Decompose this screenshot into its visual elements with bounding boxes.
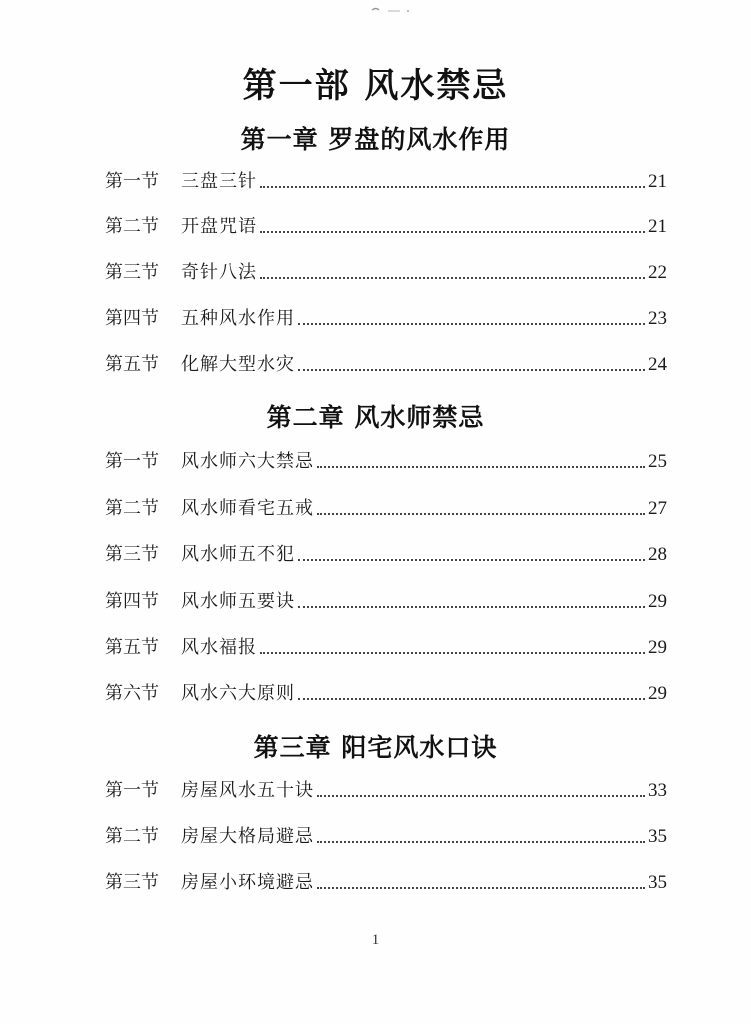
page-reference: 29 xyxy=(648,683,667,704)
section-name: 房屋风水五十诀 xyxy=(181,780,314,801)
section-number: 第三节 xyxy=(105,544,159,565)
page-reference: 21 xyxy=(648,216,667,237)
toc-entry[interactable] xyxy=(105,818,667,848)
section-number: 第六节 xyxy=(105,683,159,704)
page-reference: 24 xyxy=(648,354,667,375)
section-number: 第五节 xyxy=(105,354,159,375)
dot-leader xyxy=(298,606,645,608)
section-name: 房屋大格局避忌 xyxy=(181,826,314,847)
page-number: 1 xyxy=(371,932,380,948)
chapter-title: 第三章 阳宅风水口诀 xyxy=(253,733,498,762)
section-name: 风水师看宅五戒 xyxy=(181,498,314,519)
section-number: 第三节 xyxy=(105,872,159,893)
page-reference: 21 xyxy=(648,171,667,192)
page-reference: 29 xyxy=(648,591,667,612)
toc-entry[interactable] xyxy=(105,864,667,894)
dot-leader xyxy=(317,841,645,843)
dot-leader xyxy=(260,652,645,654)
page-reference: 33 xyxy=(648,780,667,801)
section-number: 第一节 xyxy=(105,451,159,472)
section-name: 五种风水作用 xyxy=(181,308,295,329)
section-number: 第一节 xyxy=(105,780,159,801)
toc-entry[interactable] xyxy=(105,675,667,705)
dot-leader xyxy=(317,466,645,468)
section-number: 第一节 xyxy=(105,171,159,192)
dot-leader xyxy=(260,186,645,188)
section-name: 奇针八法 xyxy=(181,262,257,283)
section-number: 第五节 xyxy=(105,637,159,658)
toc-entry[interactable] xyxy=(105,536,667,566)
page-reference: 29 xyxy=(648,637,667,658)
toc-entry[interactable] xyxy=(105,300,667,330)
dot-leader xyxy=(260,277,645,279)
section-number: 第四节 xyxy=(105,308,159,329)
section-number: 第四节 xyxy=(105,591,159,612)
toc-entry[interactable] xyxy=(105,629,667,659)
dot-leader xyxy=(317,795,645,797)
section-number: 第二节 xyxy=(105,498,159,519)
toc-entry[interactable] xyxy=(105,208,667,238)
toc-entry[interactable] xyxy=(105,254,667,284)
toc-entry[interactable] xyxy=(105,583,667,613)
section-name: 开盘咒语 xyxy=(181,216,257,237)
dot-leader xyxy=(317,887,645,889)
toc-entry[interactable] xyxy=(105,346,667,376)
toc-entry[interactable] xyxy=(105,443,667,473)
chapter-title: 第二章 风水师禁忌 xyxy=(266,403,485,432)
page-reference: 35 xyxy=(648,826,667,847)
page-reference: 27 xyxy=(648,498,667,519)
section-number: 第三节 xyxy=(105,262,159,283)
chapter-title: 第一章 罗盘的风水作用 xyxy=(240,125,511,154)
section-name: 风水师六大禁忌 xyxy=(181,451,314,472)
section-name: 风水师五不犯 xyxy=(181,544,295,565)
dot-leader xyxy=(298,323,645,325)
page-reference: 22 xyxy=(648,262,667,283)
toc-entry[interactable] xyxy=(105,163,667,193)
section-name: 风水六大原则 xyxy=(181,683,295,704)
section-name: 化解大型水灾 xyxy=(181,354,295,375)
section-name: 房屋小环境避忌 xyxy=(181,872,314,893)
dot-leader xyxy=(260,231,645,233)
scan-speck xyxy=(370,6,418,14)
section-name: 风水师五要诀 xyxy=(181,591,295,612)
page-reference: 35 xyxy=(648,872,667,893)
section-number: 第二节 xyxy=(105,826,159,847)
section-number: 第二节 xyxy=(105,216,159,237)
dot-leader xyxy=(317,513,645,515)
section-name: 风水福报 xyxy=(181,637,257,658)
page-reference: 28 xyxy=(648,544,667,565)
page-reference: 25 xyxy=(648,451,667,472)
dot-leader xyxy=(298,698,645,700)
section-name: 三盘三针 xyxy=(181,171,257,192)
page-reference: 23 xyxy=(648,308,667,329)
dot-leader xyxy=(298,369,645,371)
part-title: 第一部 风水禁忌 xyxy=(242,66,509,106)
toc-entry[interactable] xyxy=(105,490,667,520)
dot-leader xyxy=(298,559,645,561)
toc-entry[interactable] xyxy=(105,772,667,802)
